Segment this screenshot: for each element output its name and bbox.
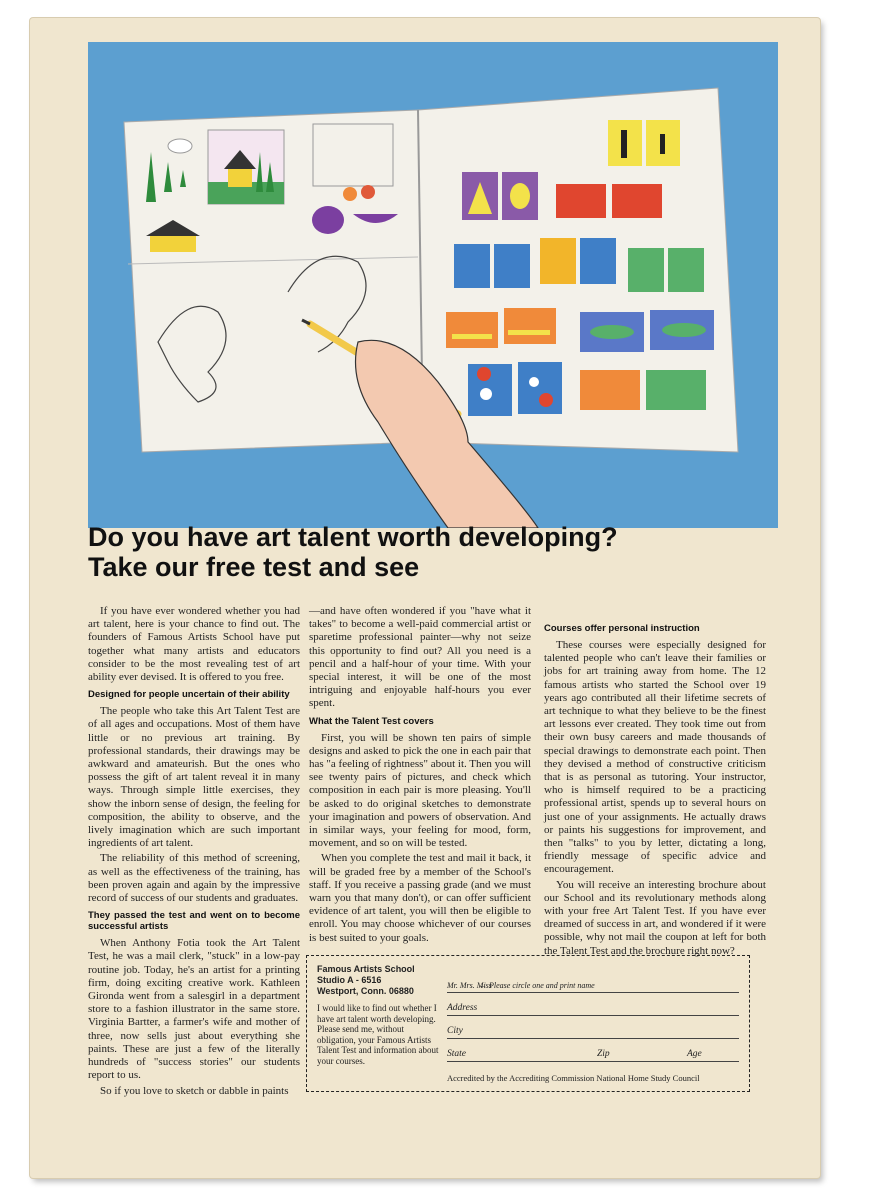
subheading: What the Talent Test covers [309, 715, 434, 727]
coupon-left [317, 964, 442, 1066]
headline [88, 522, 788, 582]
coupon-request-text: I would like to find out whether I have art talent worth developing. Please send me, without obligation, your Famous Artists Talent Test and information about your courses. [317, 1003, 439, 1066]
headline-line1: Do you have art talent worth developing? [88, 522, 618, 552]
school-address [317, 964, 442, 997]
mail-in-coupon[interactable] [306, 955, 750, 1092]
accreditation-note: Accredited by the Accrediting Commission National Home Study Council [447, 1073, 700, 1083]
body-column-2 [309, 605, 531, 947]
school-name: Famous Artists School [317, 964, 415, 974]
paragraph: If you have ever wondered whether you had art talent, here is your chance to find out. The founders of Famous Artists School have put together what many artists and educators consider to be the most revealing test of art ability ever devised. It is offered to you free. [88, 605, 300, 684]
headline-line2: Take our free test and see [88, 552, 420, 582]
title-options: Mr. Mrs. Miss [447, 981, 492, 990]
address-field[interactable] [447, 997, 739, 1016]
illustration-open-test-book [88, 42, 778, 528]
subheading: Courses offer personal instruction [544, 623, 700, 634]
paragraph: When you complete the test and mail it back, it will be graded free by a member of the School's staff. If you receive a passing grade (and we must warn you that many don't), or can offer sufficient evidence of art talent, you will then be eligible to enroll. You may choose whichever of our courses is best suited to your goals. [309, 852, 531, 944]
zip-label: Zip [597, 1049, 610, 1059]
paragraph: You will receive an interesting brochure about our School and its revolutionary methods along with your free Art Talent Test. If you have ever dreamed of success in art, and wondered if it were possible, why not mail the coupon at left for both the Talent Test and the brochure right now? [544, 878, 766, 957]
paragraph: These courses were especially designed for talented people who can't leave their families or jobs for art training away from home. The 12 famous artists who started the School over 19 years ago contributed all their lifetime secrets of art technique to what they believe to be the finest art lessons ever created. They took time out from their own busy careers and made thousands of special drawings to demonstrate each point. Then they devised a method of constructive criticism that is as personal as tutoring. Your instructor, who is himself required to be a practicing professional artist, spends up to several hours on just one of your assignments. He actually draws or paints his suggestions for improvement, and then "talks" to you by letter, dictating a long, friendly message of specific advice and encouragement. [544, 639, 766, 876]
subheading: They passed the test and went on to become successful artists [88, 910, 300, 933]
address-label: Address [447, 1003, 478, 1013]
school-city: Westport, Conn. 06880 [317, 986, 414, 996]
paragraph: First, you will be shown ten pairs of simple designs and asked to pick the one in each pair that has "a feeling of rightness" about it. Then you will see twenty pairs of pictures, and check which composition in each pair is more pleasing. You'll be asked to do original sketches to demonstrate your imagination and powers of observation. And in similar ways, your feeling for mood, form, movement, and so on will be tested. [309, 731, 532, 850]
studio-code: Studio A - 6516 [317, 975, 382, 985]
state-zip-age-field[interactable] [447, 1043, 739, 1062]
coupon-form [447, 974, 739, 1066]
subheading: Designed for people uncertain of their ability [88, 689, 290, 701]
paragraph: When Anthony Fotia took the Art Talent Test, he was a mail clerk, "stuck" in a low-pay routine job. Today, he's an artist for a printing firm, doing exciting creative work. Kathleen Gironda went from a salesgirl in a department store to a fashion illustrator in the same store. Virginia Bartter, a farmer's wife and mother of three, now sells just about everything she paints. These are just a few of the literally hundreds of "success stories" our students report to us. [88, 937, 300, 1082]
circle-note: ← Please circle one and print name [479, 981, 595, 990]
city-field[interactable] [447, 1020, 739, 1039]
paragraph: The people who take this Art Talent Test are of all ages and occupations. Most of them have little or no previous art training. By professional standards, their drawings may be awkward and amateurish. But the ones who possess the gift of art talent reveal it in many ways. Through simple little exercises, they show the inborn sense of design, the feeling for composition, the ability to observe, and the lively imagination which are such important ingredients of art talent. [88, 705, 300, 850]
paragraph: The reliability of this method of screening, as well as the effectiveness of the training, has been proven again and again by the impressive record of success of our students and graduates. [88, 852, 300, 905]
paragraph: —and have often wondered if you "have what it takes" to become a well-paid commercial artist or sparetime professional painter—why not seize this opportunity to find out? All you need is a pencil and a half-hour of your time. With your special interest, it will be one of the most intriguing and enjoyable half-hours you ever spent. [309, 605, 531, 710]
age-label: Age [687, 1049, 702, 1059]
body-column-3 [544, 618, 766, 960]
city-label: City [447, 1026, 463, 1036]
body-column-1 [88, 605, 300, 1100]
paragraph: So if you love to sketch or dabble in paints [100, 1084, 289, 1097]
state-label: State [447, 1049, 466, 1059]
name-field[interactable] [447, 974, 739, 993]
